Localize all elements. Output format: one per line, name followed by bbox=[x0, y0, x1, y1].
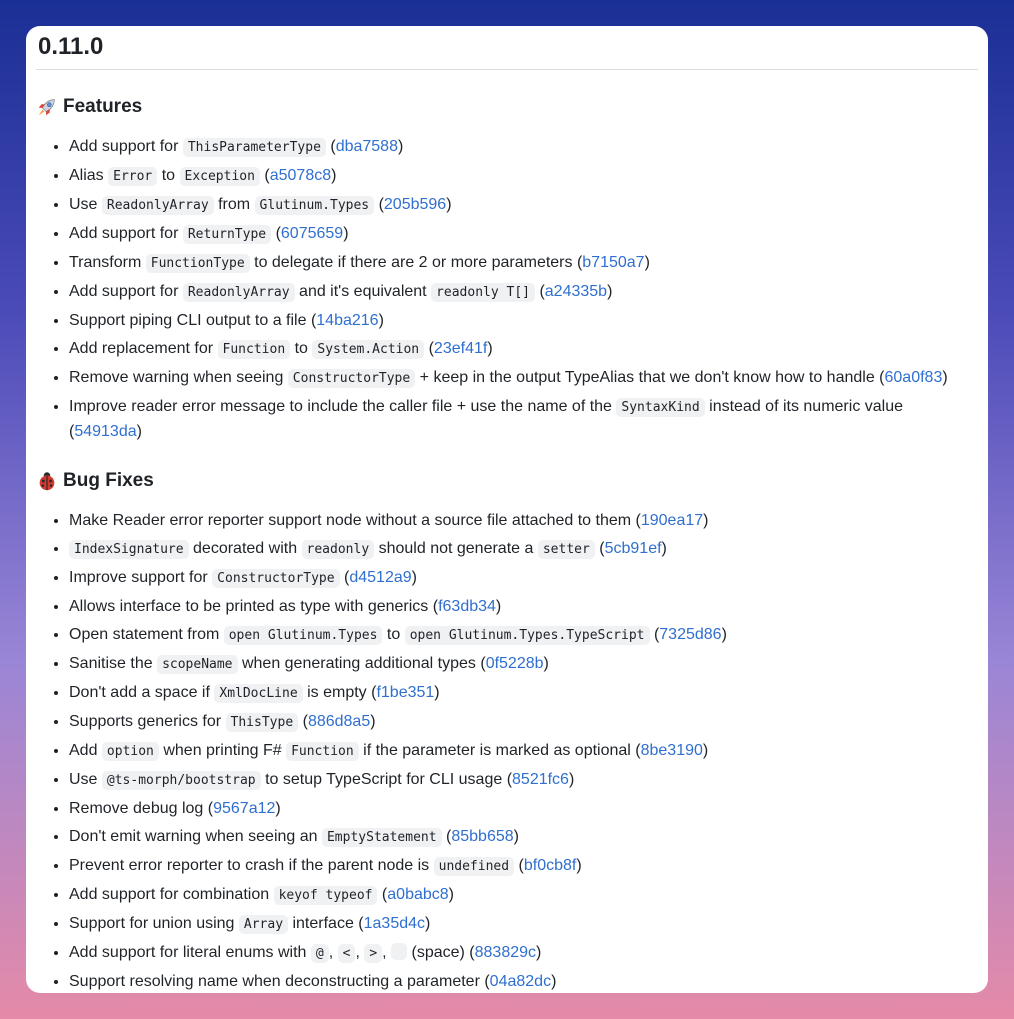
item-text: when printing F# bbox=[158, 742, 287, 759]
list-item bbox=[69, 593, 978, 621]
item-text: , bbox=[328, 944, 338, 961]
item-text: Improve support for bbox=[69, 569, 213, 586]
item-text: ) bbox=[536, 944, 542, 961]
item-text: ) bbox=[576, 857, 582, 874]
version-heading: 0.11.0 bbox=[36, 31, 978, 70]
item-text: ( bbox=[374, 196, 384, 213]
item-text: is empty ( bbox=[302, 684, 377, 701]
list-item bbox=[69, 910, 978, 939]
item-text: ) bbox=[568, 771, 575, 788]
list-item bbox=[69, 249, 978, 278]
commit-link[interactable]: 54913da bbox=[74, 423, 137, 440]
list-item bbox=[69, 823, 978, 852]
item-text: Transform bbox=[69, 254, 146, 271]
item-text: Support piping CLI output to a file ( bbox=[69, 312, 317, 329]
list-item bbox=[69, 278, 978, 307]
item-text: ( bbox=[514, 857, 524, 874]
item-text: ) bbox=[661, 540, 667, 557]
item-text: should not generate a bbox=[374, 540, 538, 557]
item-text: , bbox=[382, 944, 392, 961]
inline-code: keyof typeof bbox=[274, 886, 378, 905]
inline-code: Glutinum.Types bbox=[255, 196, 375, 215]
item-text: Remove warning when seeing bbox=[69, 369, 288, 386]
bug-fixes-list bbox=[36, 507, 978, 996]
inline-code: @ bbox=[311, 944, 329, 963]
commit-link[interactable]: 190ea17 bbox=[640, 512, 704, 529]
rocket-icon bbox=[36, 96, 58, 118]
commit-link[interactable]: 14ba216 bbox=[316, 312, 379, 329]
item-text: Support resolving name when deconstructing a parameter ( bbox=[69, 973, 490, 990]
release-notes-card bbox=[26, 26, 988, 993]
inline-code: XmlDocLine bbox=[214, 684, 302, 703]
item-text: ) bbox=[425, 915, 431, 932]
item-text: Improve reader error message to include the caller file + use the name of the bbox=[69, 398, 617, 415]
item-text: Use bbox=[69, 196, 102, 213]
item-text: ) bbox=[331, 167, 337, 184]
inline-code: ReadonlyArray bbox=[102, 196, 214, 215]
commit-link[interactable]: b7150a7 bbox=[582, 254, 645, 271]
item-text: Prevent error reporter to crash if the parent node is bbox=[69, 857, 434, 874]
list-item bbox=[69, 737, 978, 766]
item-text: if the parameter is marked as optional ( bbox=[358, 742, 641, 759]
item-text: Don't add a space if bbox=[69, 684, 215, 701]
features-heading bbox=[36, 93, 978, 121]
inline-code: System.Action bbox=[312, 340, 424, 359]
list-item bbox=[69, 881, 978, 910]
inline-code: option bbox=[102, 742, 159, 761]
commit-link[interactable]: a0babc8 bbox=[387, 886, 449, 903]
item-text: Open statement from bbox=[69, 626, 224, 643]
inline-code: readonly T[] bbox=[431, 283, 535, 302]
commit-link[interactable]: a5078c8 bbox=[269, 167, 332, 184]
item-text: to bbox=[290, 340, 313, 357]
commit-link[interactable]: f63db34 bbox=[438, 598, 496, 615]
features-list bbox=[36, 133, 978, 446]
item-text: Supports generics for bbox=[69, 713, 226, 730]
commit-link[interactable]: 8be3190 bbox=[640, 742, 703, 759]
item-text: ) bbox=[370, 713, 376, 730]
commit-link[interactable]: 23ef41f bbox=[433, 340, 488, 357]
commit-link[interactable]: 7325d86 bbox=[659, 626, 722, 643]
inline-code: ThisParameterType bbox=[183, 138, 326, 157]
inline-code: EmptyStatement bbox=[322, 828, 442, 847]
item-text: Sanitise the bbox=[69, 655, 158, 672]
item-text: ) bbox=[607, 283, 613, 300]
inline-code: Function bbox=[286, 742, 359, 761]
inline-code: Function bbox=[218, 340, 291, 359]
item-text: to delegate if there are 2 or more parameters ( bbox=[249, 254, 583, 271]
item-text: ) bbox=[551, 973, 557, 990]
item-text: decorated with bbox=[188, 540, 302, 557]
features-title: Features bbox=[63, 96, 143, 117]
list-item bbox=[69, 535, 978, 564]
item-text: ) bbox=[378, 312, 384, 329]
inline-code: open Glutinum.Types.TypeScript bbox=[405, 626, 650, 645]
item-text: interface ( bbox=[288, 915, 364, 932]
list-item bbox=[69, 852, 978, 881]
item-text: Remove debug log ( bbox=[69, 800, 214, 817]
item-text: ) bbox=[495, 598, 502, 615]
item-text: ( bbox=[271, 225, 281, 242]
inline-code: ConstructorType bbox=[212, 569, 339, 588]
item-text: ) bbox=[275, 800, 281, 817]
inline-code: Error bbox=[108, 167, 157, 186]
item-text: ( bbox=[424, 340, 434, 357]
list-item bbox=[69, 968, 978, 996]
item-text: ( bbox=[339, 569, 350, 586]
inline-code: ConstructorType bbox=[288, 369, 415, 388]
list-item bbox=[69, 335, 978, 364]
list-item bbox=[69, 393, 978, 446]
inline-code: ThisType bbox=[226, 713, 299, 732]
item-text: Make Reader error reporter support node without a source file attached to them ( bbox=[69, 512, 641, 529]
item-text: Don't emit warning when seeing an bbox=[69, 828, 322, 845]
bug-fixes-title: Bug Fixes bbox=[63, 470, 154, 491]
list-item bbox=[69, 191, 978, 220]
item-text: ) bbox=[703, 512, 709, 529]
commit-link[interactable]: a24335b bbox=[544, 283, 608, 300]
item-text: Alias bbox=[69, 167, 109, 184]
item-text: + keep in the output TypeAlias that we don't know how to handle ( bbox=[415, 369, 885, 386]
item-text: ( bbox=[594, 540, 605, 557]
inline-code: undefined bbox=[434, 857, 514, 876]
item-text: ( bbox=[298, 713, 308, 730]
item-text: ( bbox=[441, 828, 452, 845]
item-text: ) bbox=[446, 196, 452, 213]
commit-link[interactable]: 8521fc6 bbox=[512, 771, 569, 788]
item-text: ) bbox=[411, 569, 417, 586]
inline-code: FunctionType bbox=[146, 254, 250, 273]
item-text: ) bbox=[543, 655, 549, 672]
ladybug-icon bbox=[36, 470, 58, 492]
commit-link[interactable]: 883829c bbox=[474, 944, 537, 961]
inline-code: ReturnType bbox=[183, 225, 271, 244]
item-text: ) bbox=[434, 684, 440, 701]
item-text: Allows interface to be printed as type with generics ( bbox=[69, 598, 439, 615]
commit-link[interactable]: dba7588 bbox=[335, 138, 398, 155]
item-text: to bbox=[157, 167, 180, 184]
item-text: ) bbox=[397, 138, 404, 155]
inline-code bbox=[391, 943, 407, 960]
list-item bbox=[69, 795, 978, 823]
item-text: Use bbox=[69, 771, 102, 788]
list-item bbox=[69, 650, 978, 679]
list-item bbox=[69, 307, 978, 335]
list-item bbox=[69, 939, 978, 968]
inline-code: Array bbox=[239, 915, 288, 934]
commit-link[interactable]: bf0cb8f bbox=[523, 857, 577, 874]
inline-code: IndexSignature bbox=[69, 540, 189, 559]
inline-code: ReadonlyArray bbox=[183, 283, 295, 302]
item-text: , bbox=[355, 944, 365, 961]
inline-code: @ts-morph/bootstrap bbox=[102, 771, 261, 790]
item-text: ( bbox=[259, 167, 270, 184]
inline-code: readonly bbox=[302, 540, 375, 559]
commit-link[interactable]: 60a0f83 bbox=[884, 369, 943, 386]
item-text: ) bbox=[513, 828, 519, 845]
list-item bbox=[69, 679, 978, 708]
item-text: ) bbox=[487, 340, 493, 357]
item-text: and it's equivalent bbox=[294, 283, 432, 300]
commit-link[interactable]: 886d8a5 bbox=[307, 713, 371, 730]
commit-link[interactable]: d4512a9 bbox=[349, 569, 412, 586]
list-item bbox=[69, 564, 978, 593]
item-text: ( bbox=[325, 138, 336, 155]
commit-link[interactable]: 0f5228b bbox=[485, 655, 544, 672]
item-text: Add support for bbox=[69, 225, 183, 242]
item-text: Add support for bbox=[69, 138, 183, 155]
item-text: ( bbox=[649, 626, 660, 643]
item-text: ) bbox=[942, 369, 948, 386]
list-item bbox=[69, 766, 978, 795]
item-text: ) bbox=[136, 423, 142, 440]
item-text: when generating additional types ( bbox=[237, 655, 486, 672]
item-text: Add bbox=[69, 742, 102, 759]
item-text: to bbox=[382, 626, 405, 643]
item-text: Add replacement for bbox=[69, 340, 218, 357]
item-text: ( bbox=[535, 283, 545, 300]
item-text: to setup TypeScript for CLI usage ( bbox=[260, 771, 513, 788]
item-text: from bbox=[213, 196, 255, 213]
item-text: (space) ( bbox=[407, 944, 475, 961]
list-item bbox=[69, 133, 978, 162]
inline-code: < bbox=[338, 944, 356, 963]
list-item bbox=[69, 708, 978, 737]
item-text: ) bbox=[702, 742, 709, 759]
inline-code: setter bbox=[538, 540, 595, 559]
list-item bbox=[69, 162, 978, 191]
inline-code: Exception bbox=[180, 167, 260, 186]
item-text: Add support for literal enums with bbox=[69, 944, 311, 961]
inline-code: scopeName bbox=[157, 655, 237, 674]
inline-code: SyntaxKind bbox=[616, 398, 704, 417]
item-text: ( bbox=[377, 886, 388, 903]
item-text: Add support for combination bbox=[69, 886, 274, 903]
commit-link[interactable]: 1a35d4c bbox=[363, 915, 426, 932]
list-item bbox=[69, 621, 978, 650]
item-text: Support for union using bbox=[69, 915, 239, 932]
commit-link[interactable]: 205b596 bbox=[383, 196, 447, 213]
commit-link[interactable]: 6075659 bbox=[280, 225, 344, 242]
commit-link[interactable]: 5cb91ef bbox=[604, 540, 662, 557]
item-text: ) bbox=[448, 886, 454, 903]
item-text: Add support for bbox=[69, 283, 183, 300]
item-text: instead of its numeric value ( bbox=[69, 398, 904, 440]
bug-fixes-heading bbox=[36, 467, 978, 495]
commit-link[interactable]: 04a82dc bbox=[489, 973, 552, 990]
item-text: ) bbox=[644, 254, 650, 271]
commit-link[interactable]: 85bb658 bbox=[451, 828, 514, 845]
commit-link[interactable]: f1be351 bbox=[376, 684, 435, 701]
list-item bbox=[69, 364, 978, 393]
inline-code: > bbox=[364, 944, 382, 963]
commit-link[interactable]: 9567a12 bbox=[213, 800, 276, 817]
list-item bbox=[69, 220, 978, 249]
item-text: ) bbox=[343, 225, 349, 242]
item-text: ) bbox=[721, 626, 727, 643]
inline-code: open Glutinum.Types bbox=[224, 626, 383, 645]
list-item bbox=[69, 507, 978, 535]
